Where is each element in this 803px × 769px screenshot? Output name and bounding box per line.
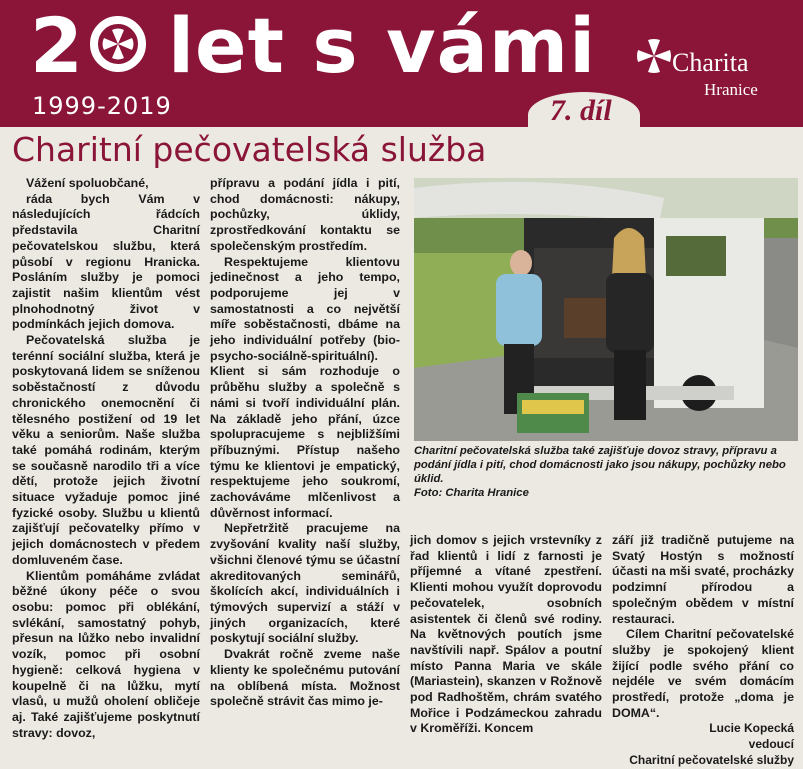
paragraph: Klientům pomáháme zvládat běžné úkony péče o svou osobu: pomoc při oblékání, svlékání, samostatný pohyb, přesun na lůžko nebo invalidní vozík, pomoc při osobní hygieně: celková hygiena v koupelně či na lůžku, mytí vlasů, u mužů oholení obličeje aj. Také zajišťujeme poskytnutí stravy: dovoz, bbox=[12, 568, 200, 740]
article-title: Charitní pečovatelská služba bbox=[12, 130, 487, 169]
banner-title: let s vámi bbox=[168, 1, 597, 90]
article-column-3 bbox=[410, 533, 602, 737]
paragraph: přípravu a podání jídla i pití, chod domácnosti: nákupy, pochůzky, úklidy, zprostředkování kontaktu se společenským prostředím. bbox=[210, 176, 400, 253]
paragraph: Cílem Charitní pečovatelské služby je spokojený klient žijící podle svého přání co nejdéle ve svém domácím prostředí, protože „doma je DOMA“. bbox=[612, 627, 794, 720]
paragraph: Pečovatelská služba je terénní sociální služba, která je poskytovaná lidem se sníženou soběstačností z důvodu chronického onemocnění či tělesného postižení od 19 let věku a seniorům. Naše služba také pomáhá rodinám, kterým se současně narodilo tři a více dětí, protože jejich životní situace vyžaduje pomoc jiné fyzické osoby. Službu u klientů zajišťují pečovatelky přímo v jejich domácnostech v předem domluveném čase. bbox=[12, 333, 200, 567]
logo-city: Hranice bbox=[704, 80, 758, 99]
article-column-2 bbox=[210, 176, 400, 710]
paragraph: Vážení spoluobčané, bbox=[26, 176, 149, 190]
signature-name: Lucie Kopecká bbox=[709, 721, 794, 736]
article-column-4 bbox=[612, 533, 794, 769]
episode-label: 7. díl bbox=[550, 94, 612, 127]
anniversary-zero-cross-icon bbox=[90, 16, 146, 72]
paragraph: jich domov s jejich vrstevníky z řad klientů i lidí z farnosti je příjemné a vítané zpestření. Klienti mohou využít doprovodu pečovatelek, osobních asistentek či členů své rodiny. Na květnových poutích jsme navštívili např. Spálov a poutní místo Panna Maria ve skále (Mariastein), skanzen v Rožnově pod Radhoštěm, chrám svatého Mořice i Podzámeckou zahradu v Kroměříži. Koncem bbox=[410, 533, 602, 736]
signature-org: Charitní pečovatelské služby bbox=[629, 752, 794, 767]
logo-name: Charita bbox=[672, 48, 749, 77]
charita-cross-icon bbox=[636, 38, 672, 74]
article-photo bbox=[414, 178, 798, 441]
header-banner bbox=[0, 0, 803, 127]
episode-tab bbox=[528, 92, 640, 130]
photo-caption bbox=[414, 444, 798, 500]
paragraph: září již tradičně putujeme na Svatý Hostýn s možností účasti na mši svaté, procházky podzimní přírodou a společným obědem v místní restauraci. bbox=[612, 533, 794, 626]
anniversary-digit: 2 bbox=[30, 1, 83, 90]
banner-years: 1999-2019 bbox=[32, 92, 172, 120]
photo-credit: Foto: Charita Hranice bbox=[414, 487, 529, 499]
photo-caption-text: Charitní pečovatelská služba také zajišťuje dovoz stravy, přípravu a podání jídla i pití, chod domácnosti jako jsou nákupy, pochůzky nebo úklid. bbox=[414, 445, 786, 485]
paragraph: ráda bych Vám v následujících řádcích představila Charitní pečovatelskou službu, která působí v regionu Hranicka. Posláním služby je pomoci zajistit našim klientům vést plnohodnotný život v podmínkách jejich domova. bbox=[12, 191, 200, 332]
article-column-1 bbox=[12, 176, 200, 741]
paragraph: Dvakrát ročně zveme naše klienty ke společnému putování na oblíbená místa. Možnost společně strávit čas mimo je- bbox=[210, 647, 400, 709]
signature-role: vedoucí bbox=[748, 737, 794, 752]
paragraph: Respektujeme klientovu jedinečnost a jeho tempo, podporujeme jej v samostatnosti a co největší míře soběstačnosti, dbáme na jeho individuální potřeby (bio-psycho-sociálně-spirituální). Klient si sám rozhoduje o průběhu služby a společně s námi si tvoří individuální plán. Na základě jeho přání, úzce spolupracujeme s nejbližšími příbuznými. Přístup našeho týmu ke klientovi je empatický, respektujeme jeho soukromí, zachováváme mlčenlivost a důvěrnost informací. bbox=[210, 254, 400, 520]
paragraph: Nepřetržitě pracujeme na zvyšování kvality naší služby, všichni členové týmu se účastní akreditovaných seminářů, školících akcí, individuálních i týmových supervizí a stáží v jiných organizacích, které poskytují sociální služby. bbox=[210, 521, 400, 646]
